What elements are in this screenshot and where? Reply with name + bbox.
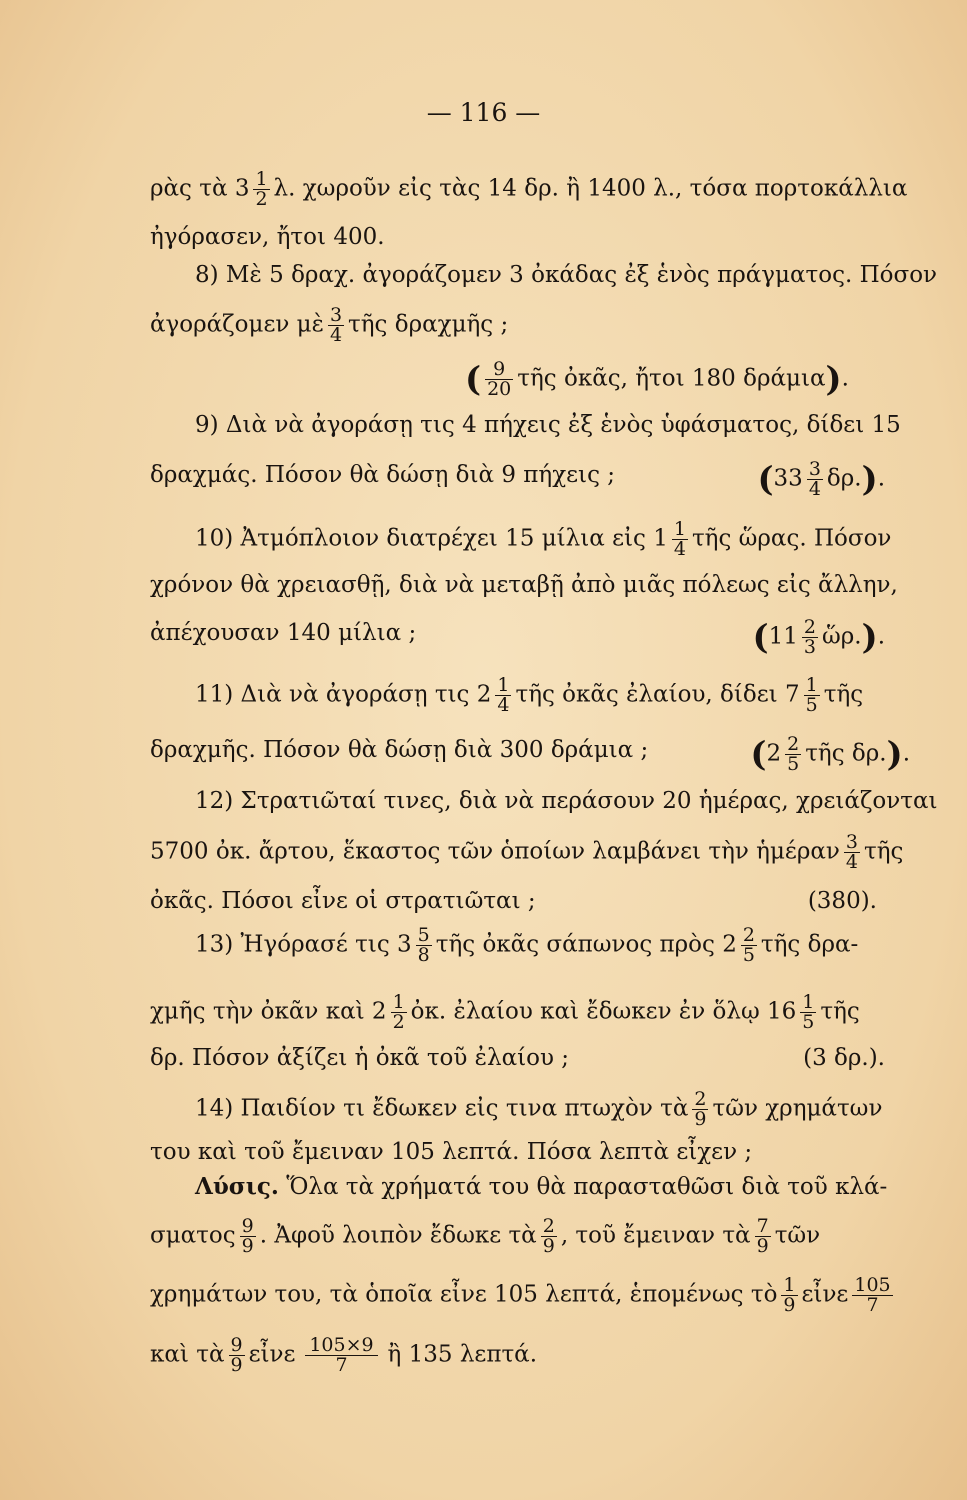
fraction: $\frac{2}{5}$ <box>742 924 755 966</box>
fraction: $\frac{105}{7}$ <box>854 1274 891 1316</box>
text-line: Λύσις. Ὅλα τὰ χρήματά του θὰ παρασταθῶσι διὰ τοῦ κλά- <box>195 1173 888 1200</box>
fraction: $\frac{3}{4}$ <box>845 831 858 873</box>
answer: (11 $\frac{2}{3}$ ὥρ.). <box>752 616 885 658</box>
fraction: $\frac{1}{4}$ <box>497 674 510 716</box>
text-line: 11) Διὰ νὰ ἀγοράσῃ τις 2 $\frac{1}{4}$ τῆς ὀκᾶς ἐλαίου, δίδει 7 $\frac{1}{5}$ τῆς <box>195 674 864 716</box>
text-line: χρημάτων του, τὰ ὁποῖα εἶνε 105 λεπτά, ἑπομένως τὸ $\frac{1}{9}$ εἶνε $\frac{105}{7}$ <box>150 1274 891 1316</box>
text-line: 10) Ἀτμόπλοιον διατρέχει 15 μίλια εἰς 1 $\frac{1}{4}$ τῆς ὥρας. Πόσον <box>195 518 892 560</box>
fraction: $\frac{9}{20}$ <box>487 358 512 400</box>
text: ρὰς τὰ 3 <box>150 175 250 202</box>
text-line: ἀπέχουσαν 140 μίλια ; (11 $\frac{2}{3}$ ὥρ.). <box>150 616 885 658</box>
fraction: $\frac{1}{9}$ <box>783 1274 796 1316</box>
text-line: 8) Μὲ 5 δραχ. ἀγοράζομεν 3 ὀκάδας ἐξ ἑνὸς πράγματος. Πόσον <box>195 262 938 288</box>
text-line: ὀκᾶς. Πόσοι εἶνε οἱ στρατιῶται ; (380). <box>150 888 877 914</box>
text-line: ἠγόρασεν, ἤτοι 400. <box>150 224 385 250</box>
text: λ. χωροῦν εἰς τὰς 14 δρ. ἢ 1400 λ., τόσα πορτοκάλλια <box>273 175 908 202</box>
fraction: $\frac{5}{8}$ <box>417 924 430 966</box>
fraction: $\frac{9}{9}$ <box>241 1215 254 1257</box>
fraction: $\frac{1}{5}$ <box>802 991 815 1033</box>
fraction: $\frac{3}{4}$ <box>329 304 343 346</box>
fraction: $\frac{1}{4}$ <box>673 518 686 560</box>
text-line <box>150 170 925 209</box>
text-line: χμῆς τὴν ὀκᾶν καὶ 2 $\frac{1}{2}$ ὀκ. ἐλαίου καὶ ἔδωκεν ἐν ὅλῳ 16 $\frac{1}{5}$ τῆς <box>150 991 860 1033</box>
fraction: $\frac{9}{9}$ <box>230 1334 243 1376</box>
answer: ( $\frac{9}{20}$ τῆς ὀκᾶς, ἤτοι 180 δράμια). <box>465 358 849 400</box>
text-line: 14) Παιδίον τι ἔδωκεν εἰς τινα πτωχὸν τὰ $\frac{2}{9}$ τῶν χρημάτων <box>195 1088 883 1130</box>
text-line: 9) Διὰ νὰ ἀγοράσῃ τις 4 πήχεις ἐξ ἑνὸς ὑφάσματος, δίδει 15 <box>195 412 901 438</box>
text-line: σματος $\frac{9}{9}$ . Ἀφοῦ λοιπὸν ἔδωκε τὰ $\frac{2}{9}$ , τοῦ ἔμειναν τὰ $\frac{7}{9}$ τῶν <box>150 1215 821 1257</box>
text-line: καὶ τὰ $\frac{9}{9}$ εἶνε $\frac{105\times 9}{7}$ ἢ 135 λεπτά. <box>150 1334 538 1376</box>
text-line: 12) Στρατιῶταί τινες, διὰ νὰ περάσουν 20 ἡμέρας, χρειάζονται <box>195 788 938 814</box>
text-line: δραχμάς. Πόσον θὰ δώσῃ διὰ 9 πήχεις ; (33 $\frac{3}{4}$ δρ.). <box>150 458 885 500</box>
fraction: $\frac{2}{9}$ <box>694 1088 707 1130</box>
text-line: δραχμῆς. Πόσον θὰ δώσῃ διὰ 300 δράμια ; (2 $\frac{2}{5}$ τῆς δρ.). <box>150 733 910 775</box>
text-line: χρόνον θὰ χρειασθῇ, διὰ νὰ μεταβῇ ἀπὸ μιᾶς πόλεως εἰς ἄλλην, <box>150 572 898 598</box>
fraction: $\frac{2}{9}$ <box>542 1215 555 1257</box>
fraction: $\frac{105\times 9}{7}$ <box>305 1336 377 1375</box>
answer: (380). <box>807 888 877 914</box>
page-number: — 116 — <box>426 98 541 127</box>
fraction: $\frac{1}{5}$ <box>805 674 818 716</box>
fraction: $\frac{1}{2}$ <box>392 991 405 1033</box>
text-line: δρ. Πόσον ἀξίζει ἡ ὀκᾶ τοῦ ἐλαίου ; (3 δρ.). <box>150 1045 885 1071</box>
fraction: $\frac{1}{2}$ <box>255 168 268 210</box>
text-line: 5700 ὀκ. ἄρτου, ἕκαστος τῶν ὁποίων λαμβάνει τὴν ἡμέραν $\frac{3}{4}$ τῆς <box>150 831 904 873</box>
fraction: $\frac{7}{9}$ <box>756 1215 769 1257</box>
answer: (2 $\frac{2}{5}$ τῆς δρ.). <box>750 733 910 775</box>
text-line: ἀγοράζομεν μὲ $\frac{3}{4}$ τῆς δραχμῆς ; <box>150 304 509 346</box>
answer: (3 δρ.). <box>803 1045 885 1071</box>
text-line: του καὶ τοῦ ἔμειναν 105 λεπτά. Πόσα λεπτὰ εἶχεν ; <box>150 1139 753 1165</box>
text-line: 13) Ἠγόρασέ τις 3 $\frac{5}{8}$ τῆς ὀκᾶς σάπωνος πρὸς 2 $\frac{2}{5}$ τῆς δρα- <box>195 924 859 966</box>
answer: (33 $\frac{3}{4}$ δρ.). <box>757 458 885 500</box>
